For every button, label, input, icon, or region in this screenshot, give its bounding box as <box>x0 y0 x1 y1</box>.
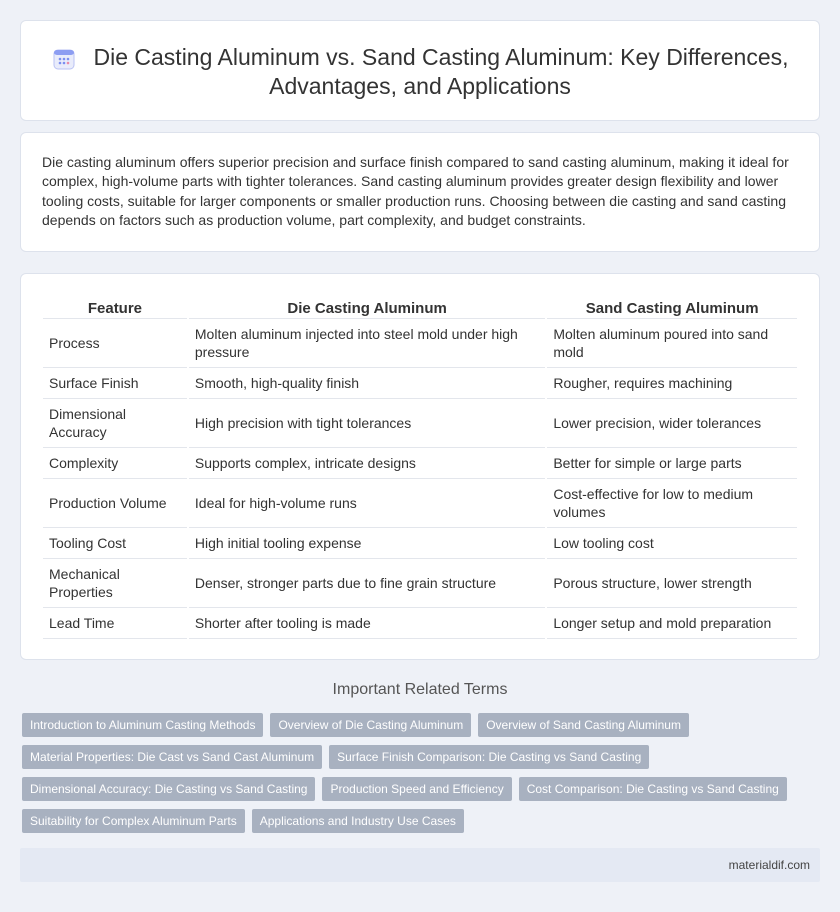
related-term-tag[interactable]: Overview of Sand Casting Aluminum <box>478 713 689 737</box>
table-row <box>43 479 797 528</box>
table-row <box>43 319 797 368</box>
tag-row <box>22 713 822 745</box>
header-sand-casting: Sand Casting Aluminum <box>547 296 797 319</box>
sand-casting-cell: Rougher, requires machining <box>547 368 797 399</box>
sand-casting-cell: Better for simple or large parts <box>547 448 797 479</box>
die-casting-cell: High precision with tight tolerances <box>189 399 545 448</box>
sand-casting-cell: Porous structure, lower strength <box>547 559 797 608</box>
related-term-tag[interactable]: Dimensional Accuracy: Die Casting vs Sand Casting <box>22 777 315 801</box>
die-casting-cell: Ideal for high-volume runs <box>189 479 545 528</box>
feature-cell: Lead Time <box>43 608 187 639</box>
tag-row <box>22 777 822 809</box>
related-term-tag[interactable]: Introduction to Aluminum Casting Methods <box>22 713 263 737</box>
related-term-tag[interactable]: Overview of Die Casting Aluminum <box>270 713 471 737</box>
footer <box>20 848 820 882</box>
feature-cell: Dimensional Accuracy <box>43 399 187 448</box>
related-term-tag[interactable]: Applications and Industry Use Cases <box>252 809 464 833</box>
die-casting-cell: Smooth, high-quality finish <box>189 368 545 399</box>
feature-cell: Surface Finish <box>43 368 187 399</box>
related-terms-list <box>22 713 822 841</box>
table-row <box>43 399 797 448</box>
table-row <box>43 608 797 639</box>
die-casting-cell: Denser, stronger parts due to fine grain structure <box>189 559 545 608</box>
die-casting-cell: Molten aluminum injected into steel mold under high pressure <box>189 319 545 368</box>
title-wrap <box>21 43 819 101</box>
comparison-card <box>20 273 820 660</box>
tag-row <box>22 809 822 841</box>
intro-paragraph: Die casting aluminum offers superior precision and surface finish compared to sand casting aluminum, making it ideal for complex, high-volume parts with tighter tolerances. Sand casting aluminum provides greater design flexibility and lower tooling costs, suitable for larger components or smaller production runs. Choosing between die casting and sand casting depends on factors such as production volume, part complexity, and budget constraints. <box>42 154 789 229</box>
sand-casting-cell: Cost-effective for low to medium volumes <box>547 479 797 528</box>
feature-cell: Tooling Cost <box>43 528 187 559</box>
related-term-tag[interactable]: Material Properties: Die Cast vs Sand Cast Aluminum <box>22 745 322 769</box>
related-term-tag[interactable]: Surface Finish Comparison: Die Casting vs Sand Casting <box>329 745 649 769</box>
comparison-table <box>41 296 799 639</box>
calendar-grid-icon <box>52 47 76 71</box>
feature-cell: Process <box>43 319 187 368</box>
table-row <box>43 559 797 608</box>
table-row <box>43 528 797 559</box>
feature-cell: Complexity <box>43 448 187 479</box>
tag-row <box>22 745 822 777</box>
sand-casting-cell: Lower precision, wider tolerances <box>547 399 797 448</box>
die-casting-cell: Supports complex, intricate designs <box>189 448 545 479</box>
sand-casting-cell: Molten aluminum poured into sand mold <box>547 319 797 368</box>
related-term-tag[interactable]: Suitability for Complex Aluminum Parts <box>22 809 245 833</box>
intro-card <box>20 132 820 252</box>
table-row <box>43 368 797 399</box>
header-die-casting: Die Casting Aluminum <box>189 296 545 319</box>
feature-cell: Mechanical Properties <box>43 559 187 608</box>
related-term-tag[interactable]: Production Speed and Efficiency <box>322 777 511 801</box>
page-title: Die Casting Aluminum vs. Sand Casting Aluminum: Key Differences, Advantages, and Applications <box>93 44 789 99</box>
sand-casting-cell: Low tooling cost <box>547 528 797 559</box>
related-terms-heading: Important Related Terms <box>332 681 508 698</box>
related-term-tag[interactable]: Cost Comparison: Die Casting vs Sand Casting <box>519 777 787 801</box>
table-row <box>43 448 797 479</box>
footer-site-link[interactable]: materialdif.com <box>728 858 810 872</box>
die-casting-cell: High initial tooling expense <box>189 528 545 559</box>
die-casting-cell: Shorter after tooling is made <box>189 608 545 639</box>
feature-cell: Production Volume <box>43 479 187 528</box>
title-card <box>20 20 820 121</box>
header-feature: Feature <box>43 296 187 319</box>
table-header-row <box>43 296 797 319</box>
sand-casting-cell: Longer setup and mold preparation <box>547 608 797 639</box>
